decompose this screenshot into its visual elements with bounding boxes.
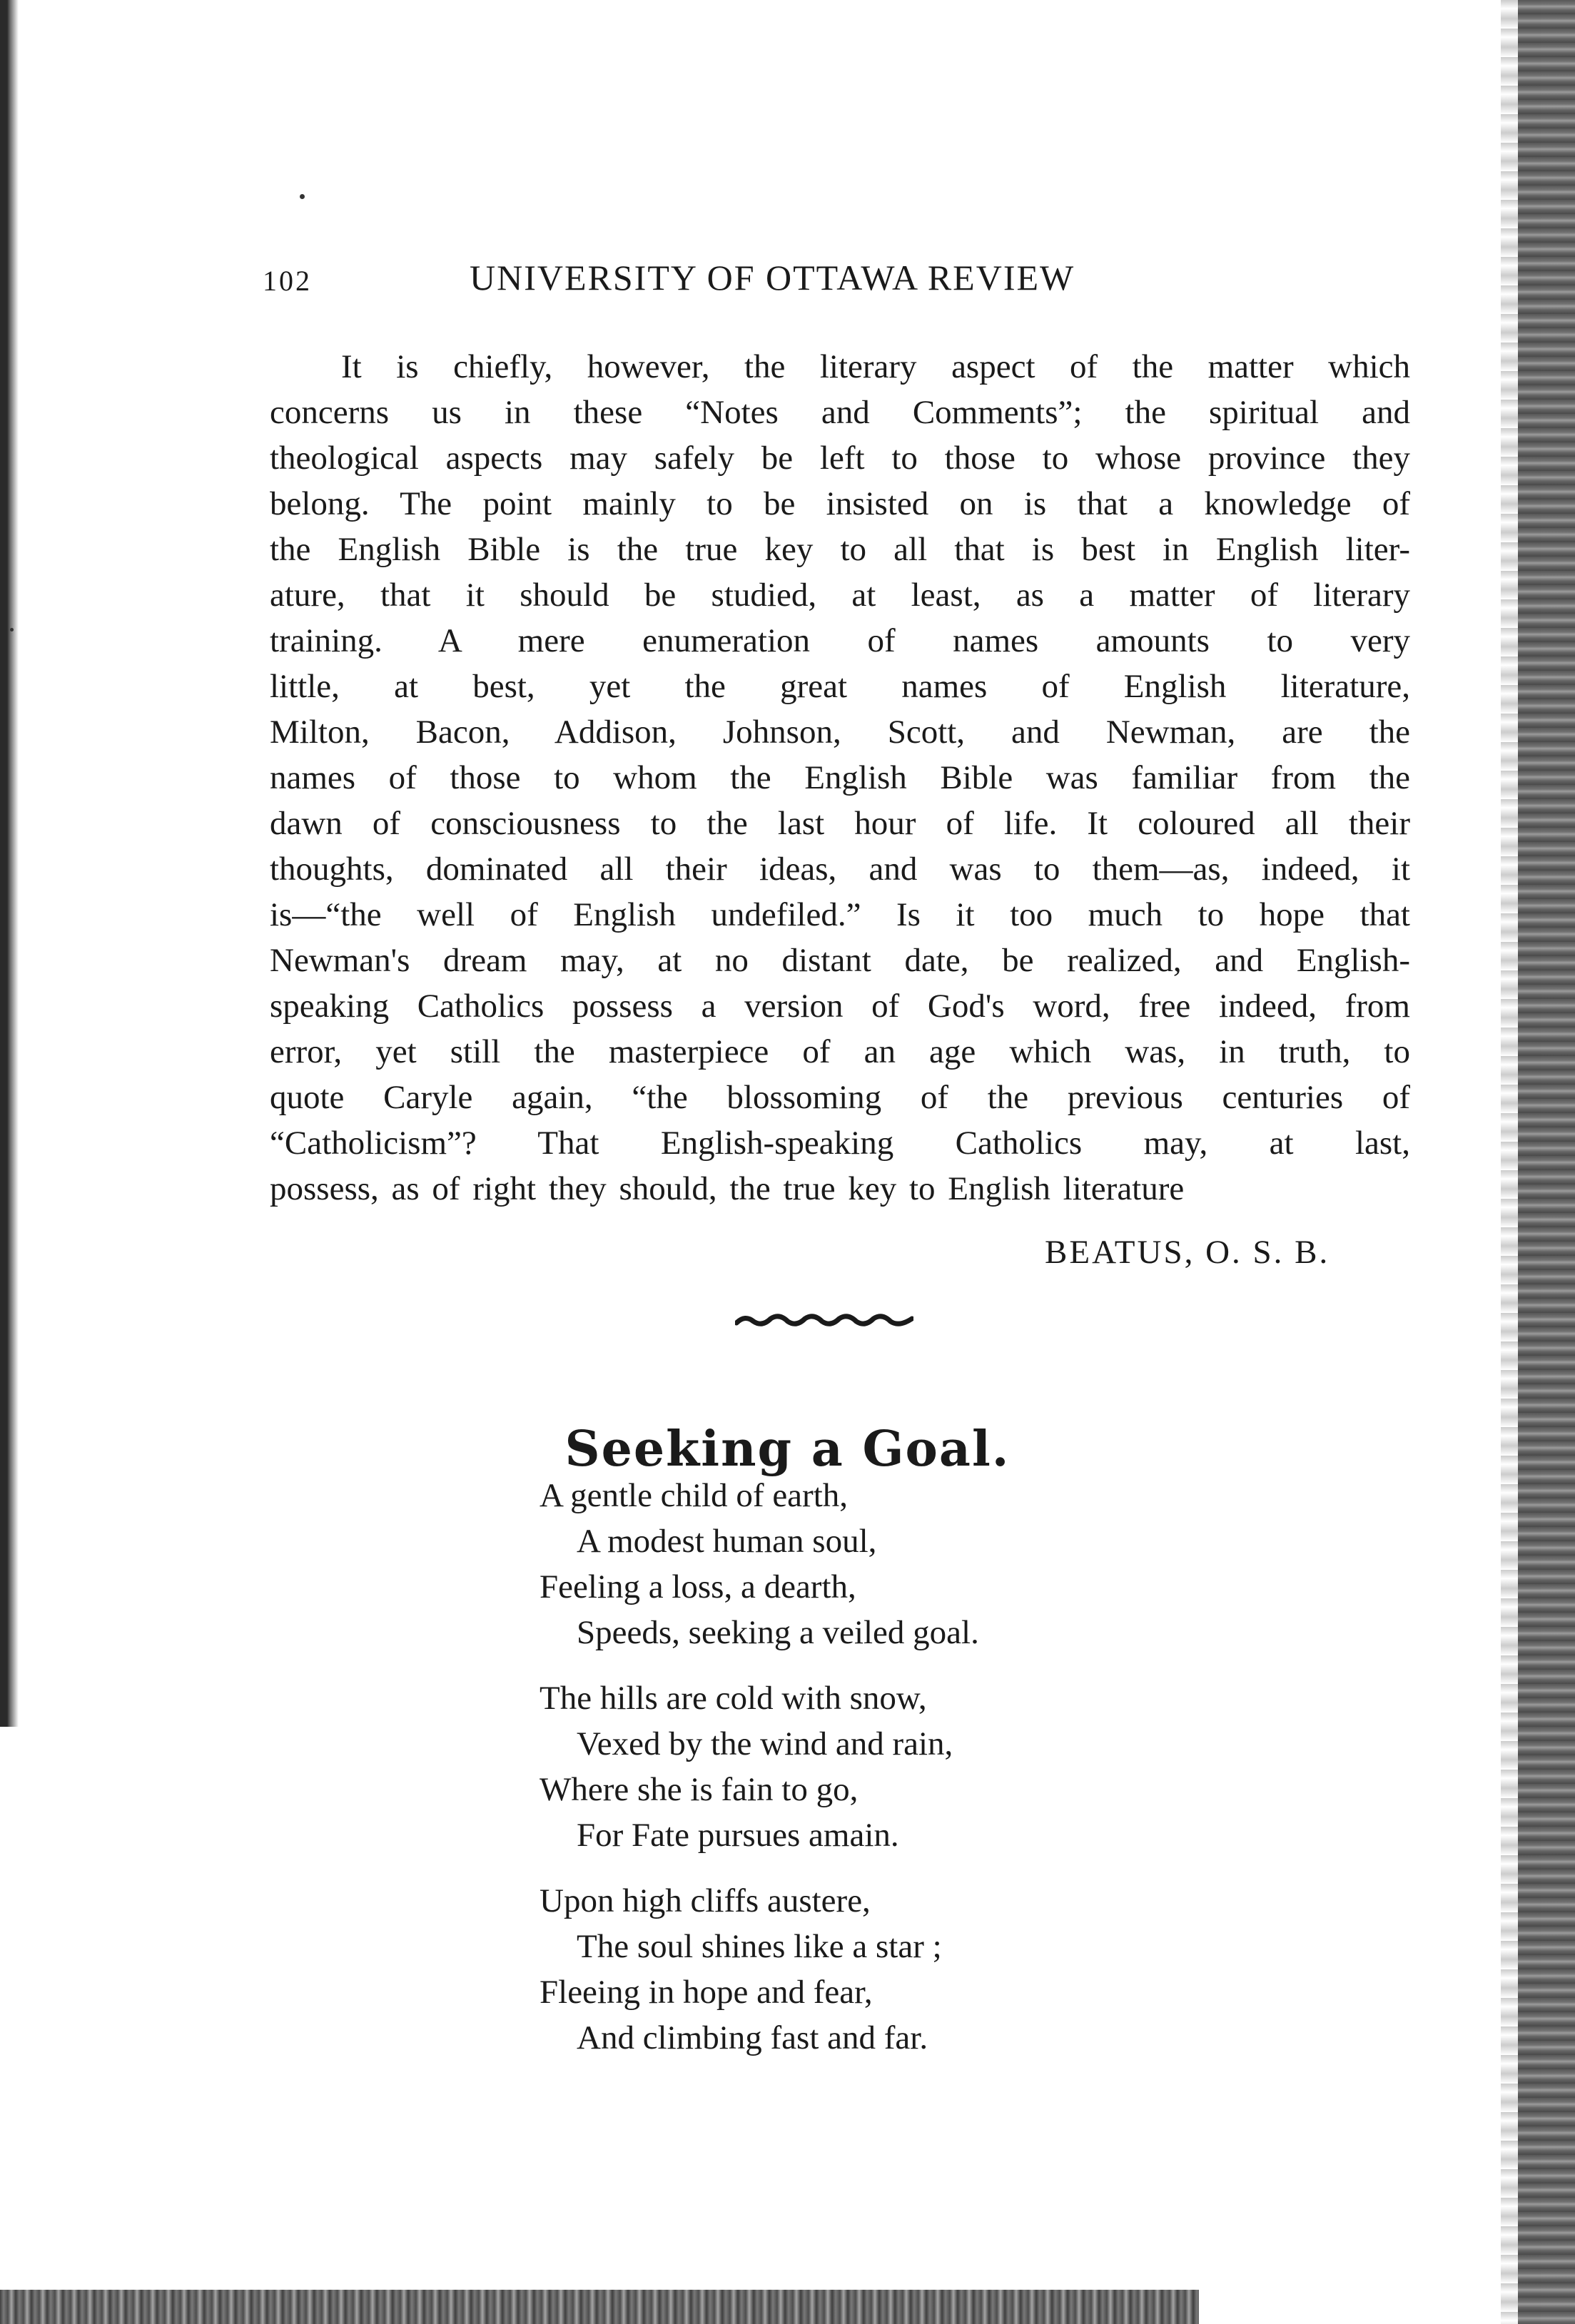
poem-line: And climbing fast and far. (577, 2019, 928, 2056)
article-line: “Catholicism”? That English-speaking Catholics may, at last, (270, 1125, 1410, 1162)
signature-initial: B (1045, 1234, 1070, 1271)
poem-line: A modest human soul, (577, 1523, 877, 1560)
article-line: belong. The point mainly to be insisted on is that a knowledge of (270, 485, 1410, 522)
article-line: quote Caryle again, “the blossoming of the previous centuries of (270, 1079, 1410, 1116)
article-line: Newman's dream may, at no distant date, be realized, and English- (270, 942, 1410, 979)
article-line: speaking Catholics possess a version of God's word, free indeed, from (270, 988, 1410, 1025)
poem-line: The soul shines like a star ; (577, 1928, 942, 1965)
poem-line: Vexed by the wind and rain, (577, 1725, 953, 1762)
poem-line: A gentle child of earth, (540, 1477, 848, 1514)
poem-line: Where she is fain to go, (540, 1771, 859, 1808)
running-head (263, 257, 1276, 307)
poem-line: Fleeing in hope and fear, (540, 1974, 873, 2011)
page-number: 102 (263, 265, 312, 297)
ink-speck (10, 628, 14, 631)
poem-stanza (540, 1473, 1396, 1655)
poem-stanza (540, 1878, 1396, 2061)
author-signature (1045, 1233, 1330, 1272)
ink-speck (300, 194, 305, 199)
scan-right-edge (1518, 0, 1575, 2324)
article-line: Milton, Bacon, Addison, Johnson, Scott, and Newman, are the (270, 714, 1410, 751)
scan-bottom-edge (0, 2290, 1199, 2324)
article-line: possess, as of right they should, the true key to English literature (270, 1170, 1185, 1207)
poem-line: Feeling a loss, a dearth, (540, 1568, 856, 1605)
article-line: error, yet still the masterpiece of an age which was, in truth, to (270, 1033, 1410, 1070)
poem-line: For Fate pursues amain. (577, 1817, 899, 1854)
article-body (270, 344, 1410, 1212)
article-line: names of those to whom the English Bible was familiar from the (270, 759, 1410, 796)
poem-title: Seeking a Goal. (564, 1421, 1011, 1478)
article-line: ature, that it should be studied, at least, as a matter of literary (270, 577, 1410, 614)
article-line: dawn of consciousness to the last hour of life. It coloured all their (270, 805, 1410, 842)
article-line: is—“the well of English undefiled.” Is it too much to hope that (270, 896, 1410, 933)
poem-line: Speeds, seeking a veiled goal. (577, 1614, 979, 1651)
article-line: thoughts, dominated all their ideas, and was to them—as, indeed, it (270, 851, 1410, 888)
article-line: theological aspects may safely be left to those to whose province they (270, 440, 1410, 477)
article-line: training. A mere enumeration of names amounts to very (270, 622, 1410, 659)
article-line: concerns us in these “Notes and Comments”; the spiritual and (270, 394, 1410, 431)
article-line: little, at best, yet the great names of English literature, (270, 668, 1410, 705)
article-line: It is chiefly, however, the literary aspect of the matter which (341, 348, 1410, 385)
poem-line: Upon high cliffs austere, (540, 1882, 871, 1919)
article-line: the English Bible is the true key to all that is best in English liter- (270, 531, 1410, 568)
poem-body (540, 1473, 1396, 2081)
signature-rest: EATUS, O. S. B. (1069, 1234, 1330, 1271)
section-divider-ornament (735, 1313, 913, 1327)
poem-stanza (540, 1675, 1396, 1858)
journal-title: UNIVERSITY OF OTTAWA REVIEW (470, 258, 1075, 298)
poem-line: The hills are cold with snow, (540, 1680, 927, 1717)
